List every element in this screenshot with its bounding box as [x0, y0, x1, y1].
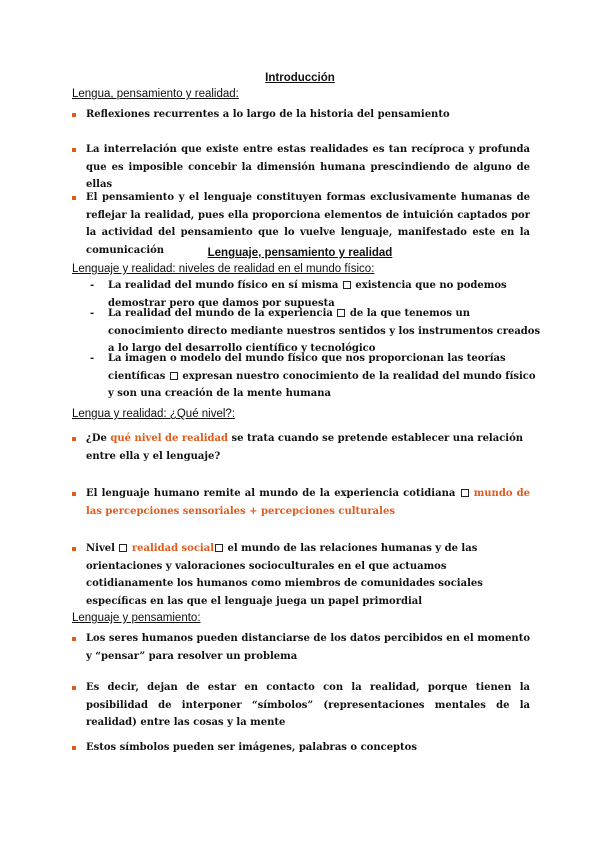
bullet-icon — [72, 113, 76, 117]
section-heading-niveles-realidad: Lenguaje y realidad: niveles de realidad en el mundo físico: — [72, 263, 375, 275]
list-item: Es decir, dejan de estar en contacto con la realidad, porque tienen la posibilidad de interponer “símbolos” (representaciones mentales de la realidad) entre las cosas y la mente — [72, 679, 530, 732]
box-icon — [119, 544, 127, 552]
list-item: La interrelación que existe entre estas realidades es tan recíproca y profunda que es imposible concebir la dimensión humana prescindiendo de alguno de ellas — [72, 141, 530, 194]
section-heading-lenguaje-pensamiento: Lenguaje y pensamiento: — [72, 612, 201, 624]
bullet-icon — [72, 637, 76, 641]
box-icon — [170, 372, 178, 380]
box-icon — [337, 309, 345, 317]
box-icon — [343, 281, 351, 289]
list-item: - La imagen o modelo del mundo físico que nos proporcionan las teorías científicas expresan nuestro conocimiento de la realidad del mundo físico y son una creación de la mente humana — [72, 350, 542, 403]
bullet-icon — [72, 148, 76, 152]
section-title-lenguaje-pensamiento-realidad: Lenguaje, pensamiento y realidad — [207, 247, 393, 259]
dash-bullet: - — [90, 280, 95, 291]
bullet-icon — [72, 547, 76, 551]
list-item: Reflexiones recurrentes a lo largo de la historia del pensamiento — [72, 106, 530, 124]
highlighted-text: realidad social — [131, 543, 215, 554]
list-item: ¿De qué nivel de realidad se trata cuando se pretende establecer una relación entre ella y el lenguaje? — [72, 430, 530, 465]
list-item: - La realidad del mundo de la experiencia de la que tenemos un conocimiento directo mediante nuestros sentidos y los instrumentos creados a lo largo del desarrollo científico y tecnológico — [72, 305, 542, 358]
bullet-icon — [72, 196, 76, 200]
bullet-icon — [72, 437, 76, 441]
list-item: Nivel realidad social el mundo de las relaciones humanas y de las orientaciones y valoraciones socioculturales en el que actuamos cotidianamente los humanos como miembros de comunidades sociales específicas en las que el lenguaje juega un papel primordial — [72, 540, 530, 610]
list-item: Estos símbolos pueden ser imágenes, palabras o conceptos — [72, 739, 530, 757]
box-icon — [461, 489, 469, 497]
dash-bullet: - — [90, 353, 95, 364]
highlighted-text: mundo de las percepciones sensoriales + percepciones culturales — [86, 488, 531, 517]
list-item: El pensamiento y el lenguaje constituyen formas exclusivamente humanas de reflejar la realidad, pues ella proporciona elementos de intuición captados por la actividad del pensamiento que lo vuelve lenguaje, manifestado este en la comunicación — [72, 189, 530, 259]
list-item: - La realidad del mundo físico en sí misma existencia que no podemos demostrar pero que damos por supuesta — [72, 277, 542, 312]
box-icon — [215, 544, 223, 552]
highlighted-text: qué nivel de realidad — [110, 433, 229, 444]
bullet-icon — [72, 686, 76, 690]
section-heading-que-nivel: Lengua y realidad: ¿Qué nivel?: — [72, 408, 236, 420]
dash-bullet: - — [90, 308, 95, 319]
section-heading-lengua-pensamiento-realidad: Lengua, pensamiento y realidad: — [72, 88, 239, 100]
page-title: Introducción — [265, 72, 335, 84]
list-item: El lenguaje humano remite al mundo de la experiencia cotidiana mundo de las percepciones sensoriales + percepciones culturales — [72, 485, 530, 520]
list-item: Los seres humanos pueden distanciarse de los datos percibidos en el momento y “pensar” para resolver un problema — [72, 630, 530, 665]
bullet-icon — [72, 492, 76, 496]
bullet-icon — [72, 746, 76, 750]
